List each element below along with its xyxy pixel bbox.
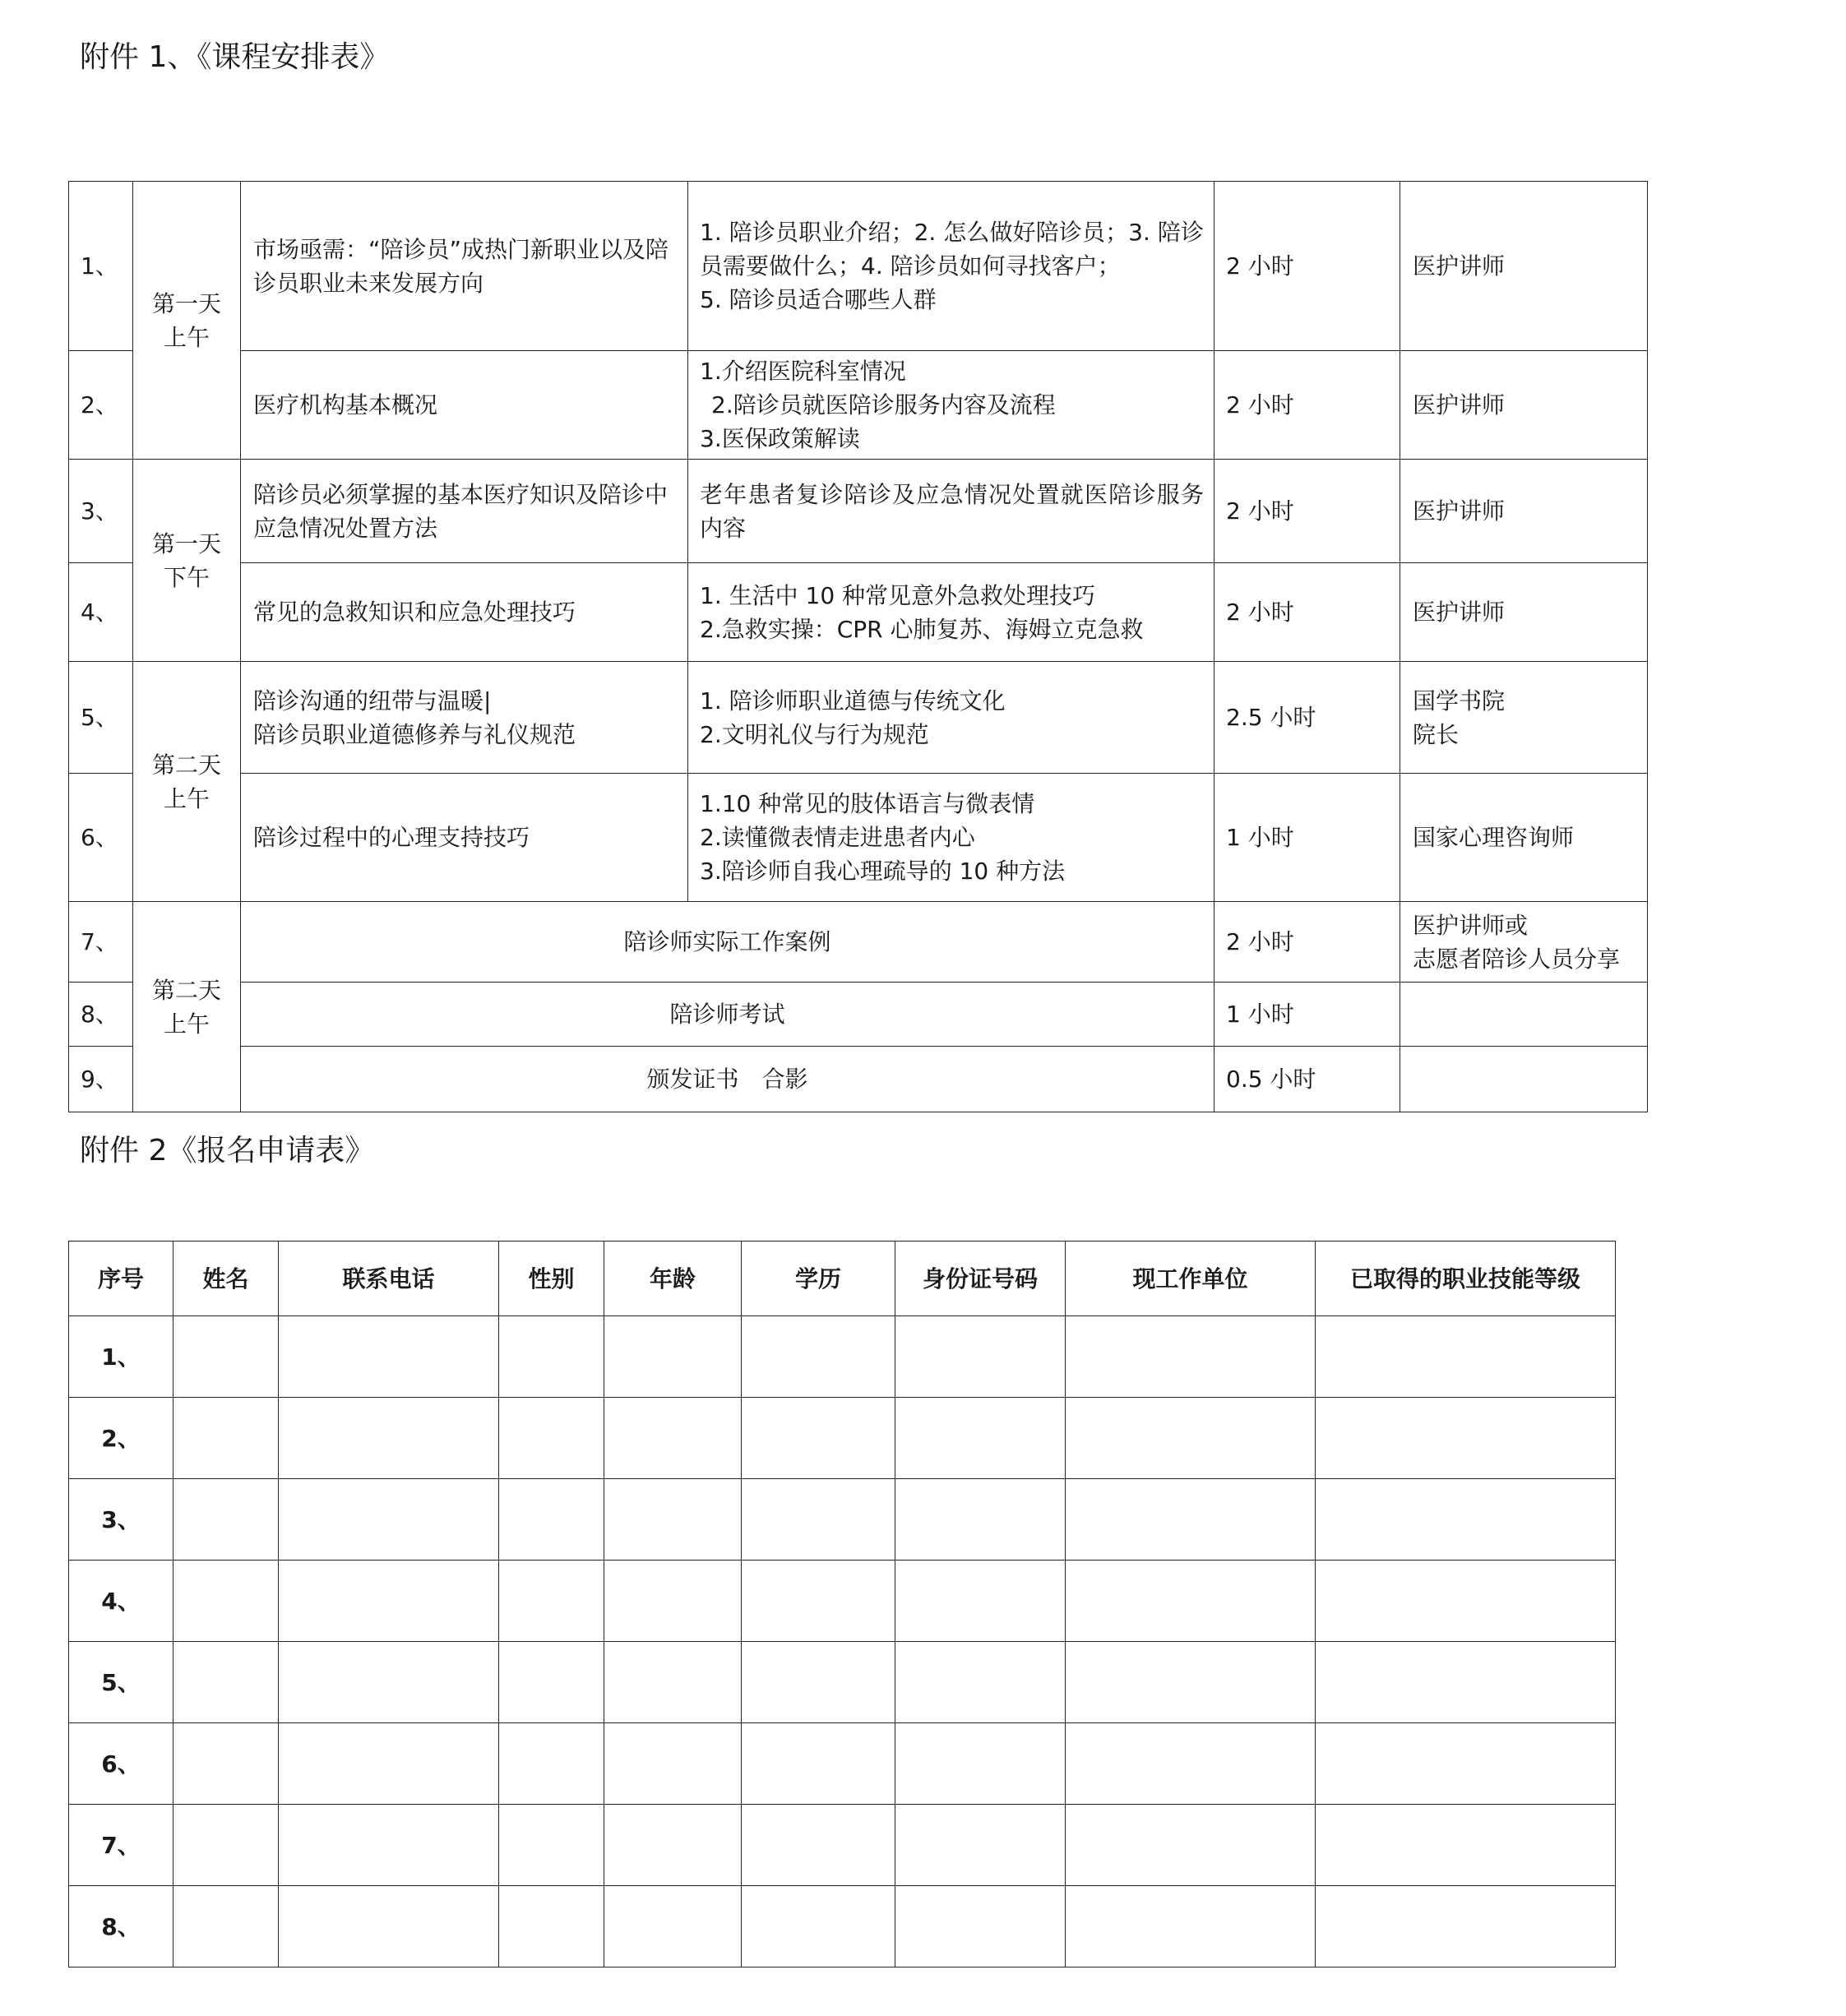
- session-period: 下午: [163, 563, 210, 591]
- lecturer-line: 医护讲师或: [1413, 911, 1529, 939]
- row-number: 2、: [69, 1398, 173, 1479]
- lecturer-cell: [1400, 902, 1648, 983]
- lecturer-cell: [1400, 563, 1648, 662]
- lecturer-line: 医护讲师: [1413, 252, 1506, 280]
- table-row: [69, 1886, 1616, 1967]
- row-number: 5、: [69, 1642, 173, 1723]
- duration-cell: 2 小时: [1214, 902, 1400, 983]
- schedule-row: [69, 182, 1648, 351]
- row-number: 2、: [69, 351, 133, 460]
- content-cell: [688, 662, 1214, 774]
- lecturer-line: 国学书院: [1413, 687, 1506, 714]
- content-cell: [688, 182, 1214, 351]
- empty-cell: [604, 1479, 742, 1561]
- row-number: 6、: [69, 1723, 173, 1805]
- empty-cell: [499, 1479, 604, 1561]
- session-period: 上午: [163, 323, 210, 351]
- content-line: 3.陪诊师自我心理疏导的 10 种方法: [700, 858, 1066, 885]
- empty-cell: [279, 1805, 499, 1886]
- row-number: 1、: [69, 182, 133, 351]
- empty-cell: [604, 1723, 742, 1805]
- lecturer-cell: [1400, 774, 1648, 902]
- column-header-id-number: 身份证号码: [895, 1242, 1066, 1316]
- row-number: 1、: [69, 1316, 173, 1398]
- session-cell: [133, 902, 241, 1112]
- lecturer-line: 医护讲师: [1413, 497, 1506, 525]
- lecturer-line: 志愿者陪诊人员分享: [1413, 945, 1621, 973]
- lecturer-cell: [1400, 460, 1648, 563]
- topic-cell: [241, 351, 688, 460]
- empty-cell: [1316, 1316, 1616, 1398]
- empty-cell: [1066, 1723, 1316, 1805]
- empty-cell: [1316, 1805, 1616, 1886]
- row-number: 3、: [69, 460, 133, 563]
- session-cell: [133, 182, 241, 460]
- empty-cell: [173, 1723, 279, 1805]
- content-line: 2.陪诊员就医陪诊服务内容及流程: [711, 391, 1056, 418]
- lecturer-line: 医护讲师: [1413, 599, 1506, 626]
- empty-cell: [1316, 1561, 1616, 1642]
- content-line: 2.读懂微表情走进患者内心: [700, 824, 975, 851]
- duration-cell: 1 小时: [1214, 774, 1400, 902]
- empty-cell: [1066, 1642, 1316, 1723]
- empty-cell: [895, 1723, 1066, 1805]
- empty-cell: [895, 1479, 1066, 1561]
- empty-cell: [895, 1561, 1066, 1642]
- schedule-row: [69, 563, 1648, 662]
- empty-cell: [279, 1642, 499, 1723]
- duration-cell: 1 小时: [1214, 983, 1400, 1047]
- content-line: 5. 陪诊员适合哪些人群: [700, 286, 937, 313]
- empty-cell: [742, 1886, 895, 1967]
- empty-cell: [279, 1398, 499, 1479]
- empty-cell: [499, 1561, 604, 1642]
- empty-cell: [499, 1316, 604, 1398]
- empty-cell: [604, 1886, 742, 1967]
- column-header-phone: 联系电话: [279, 1242, 499, 1316]
- topic-line: 陪诊员职业道德修养与礼仪规范: [253, 720, 576, 748]
- topic-cell: [241, 563, 688, 662]
- empty-cell: [279, 1316, 499, 1398]
- lecturer-cell: [1400, 983, 1648, 1047]
- content-line: 1.介绍医院科室情况: [700, 358, 906, 385]
- empty-cell: [499, 1886, 604, 1967]
- schedule-row: [69, 351, 1648, 460]
- empty-cell: [1066, 1316, 1316, 1398]
- content-cell: [688, 774, 1214, 902]
- empty-cell: [895, 1805, 1066, 1886]
- table-row: [69, 1561, 1616, 1642]
- empty-cell: [499, 1398, 604, 1479]
- content-cell: [688, 563, 1214, 662]
- session-day: 第一天: [151, 529, 221, 557]
- empty-cell: [604, 1398, 742, 1479]
- duration-cell: 2 小时: [1214, 182, 1400, 351]
- registration-title: 附件 2《报名申请表》: [80, 1134, 375, 1168]
- table-row: [69, 1642, 1616, 1723]
- table-row: [69, 1316, 1616, 1398]
- topic-cell: [241, 774, 688, 902]
- session-cell: [133, 460, 241, 662]
- schedule-row: [69, 774, 1648, 902]
- row-number: 7、: [69, 902, 133, 983]
- schedule-row: [69, 1047, 1648, 1112]
- empty-cell: [1066, 1561, 1316, 1642]
- registration-form-table: [68, 1241, 1616, 1967]
- lecturer-cell: [1400, 1047, 1648, 1112]
- activity-cell: 陪诊师实际工作案例: [241, 902, 1214, 983]
- empty-cell: [173, 1642, 279, 1723]
- session-day: 第一天: [151, 289, 221, 317]
- column-header-age: 年龄: [604, 1242, 742, 1316]
- empty-cell: [173, 1886, 279, 1967]
- empty-cell: [1066, 1886, 1316, 1967]
- row-number: 8、: [69, 983, 133, 1047]
- course-schedule-table: [68, 181, 1648, 1112]
- lecturer-cell: [1400, 662, 1648, 774]
- empty-cell: [173, 1805, 279, 1886]
- duration-cell: 2 小时: [1214, 563, 1400, 662]
- empty-cell: [1316, 1723, 1616, 1805]
- topic-cell: [241, 182, 688, 351]
- table-row: [69, 1479, 1616, 1561]
- schedule-row: [69, 662, 1648, 774]
- lecturer-line: 国家心理咨询师: [1413, 824, 1575, 851]
- content-line: 老年患者复诊陪诊及应急情况处置就医陪诊服务内容: [700, 480, 1204, 542]
- content-line: 1. 生活中 10 种常见意外急救处理技巧: [700, 581, 1096, 609]
- column-header-seq: 序号: [69, 1242, 173, 1316]
- session-day: 第二天: [151, 976, 221, 1004]
- session-period: 上午: [163, 1010, 210, 1038]
- row-number: 6、: [69, 774, 133, 902]
- empty-cell: [1316, 1642, 1616, 1723]
- empty-cell: [173, 1316, 279, 1398]
- table-row: [69, 1723, 1616, 1805]
- duration-cell: 0.5 小时: [1214, 1047, 1400, 1112]
- row-number: 5、: [69, 662, 133, 774]
- schedule-row: [69, 902, 1648, 983]
- empty-cell: [173, 1479, 279, 1561]
- activity-cell: 颁发证书 合影: [241, 1047, 1214, 1112]
- empty-cell: [895, 1316, 1066, 1398]
- empty-cell: [1066, 1479, 1316, 1561]
- empty-cell: [173, 1561, 279, 1642]
- schedule-title: 附件 1、《课程安排表》: [80, 40, 390, 74]
- empty-cell: [742, 1561, 895, 1642]
- empty-cell: [742, 1398, 895, 1479]
- empty-cell: [742, 1723, 895, 1805]
- lecturer-cell: [1400, 182, 1648, 351]
- empty-cell: [742, 1316, 895, 1398]
- row-number: 7、: [69, 1805, 173, 1886]
- schedule-row: [69, 460, 1648, 563]
- empty-cell: [1316, 1479, 1616, 1561]
- empty-cell: [499, 1805, 604, 1886]
- content-line: 1.10 种常见的肢体语言与微表情: [700, 790, 1035, 817]
- topic-line: 市场亟需：“陪诊员”成热门新职业以及陪诊员职业未来发展方向: [253, 235, 669, 297]
- table-row: [69, 1805, 1616, 1886]
- content-line: 2.急救实操：CPR 心肺复苏、海姆立克急救: [700, 615, 1144, 643]
- column-header-skill-level: 已取得的职业技能等级: [1316, 1242, 1616, 1316]
- header-row: [69, 1242, 1616, 1316]
- empty-cell: [279, 1723, 499, 1805]
- topic-line: 陪诊员必须掌握的基本医疗知识及陪诊中应急情况处置方法: [253, 480, 669, 542]
- topic-cell: [241, 662, 688, 774]
- row-number: 8、: [69, 1886, 173, 1967]
- session-day: 第二天: [151, 751, 221, 779]
- column-header-education: 学历: [742, 1242, 895, 1316]
- column-header-gender: 性别: [499, 1242, 604, 1316]
- topic-line: 医疗机构基本概况: [253, 391, 438, 418]
- empty-cell: [1066, 1805, 1316, 1886]
- content-line: 1. 陪诊员职业介绍；2. 怎么做好陪诊员；3. 陪诊员需要做什么；4. 陪诊员如何寻找客户；: [700, 219, 1204, 280]
- content-line: 2.文明礼仪与行为规范: [700, 720, 929, 748]
- lecturer-cell: [1400, 351, 1648, 460]
- topic-cell: [241, 460, 688, 563]
- empty-cell: [279, 1561, 499, 1642]
- duration-cell: 2.5 小时: [1214, 662, 1400, 774]
- activity-cell: 陪诊师考试: [241, 983, 1214, 1047]
- empty-cell: [173, 1398, 279, 1479]
- content-cell: [688, 351, 1214, 460]
- empty-cell: [742, 1479, 895, 1561]
- lecturer-line: 医护讲师: [1413, 391, 1506, 418]
- empty-cell: [604, 1561, 742, 1642]
- topic-line: 陪诊过程中的心理支持技巧: [253, 824, 530, 851]
- empty-cell: [742, 1642, 895, 1723]
- row-number: 9、: [69, 1047, 133, 1112]
- empty-cell: [604, 1316, 742, 1398]
- empty-cell: [742, 1805, 895, 1886]
- empty-cell: [895, 1886, 1066, 1967]
- topic-line: 陪诊沟通的纽带与温暖|: [253, 687, 492, 714]
- duration-cell: 2 小时: [1214, 460, 1400, 563]
- session-cell: [133, 662, 241, 902]
- session-period: 上午: [163, 784, 210, 812]
- empty-cell: [499, 1723, 604, 1805]
- lecturer-line: 院长: [1413, 720, 1460, 748]
- empty-cell: [279, 1886, 499, 1967]
- column-header-name: 姓名: [173, 1242, 279, 1316]
- row-number: 3、: [69, 1479, 173, 1561]
- row-number: 4、: [69, 1561, 173, 1642]
- empty-cell: [279, 1479, 499, 1561]
- content-line: 3.医保政策解读: [700, 425, 860, 452]
- column-header-employer: 现工作单位: [1066, 1242, 1316, 1316]
- empty-cell: [1066, 1398, 1316, 1479]
- content-line: 1. 陪诊师职业道德与传统文化: [700, 687, 1006, 714]
- topic-line: 常见的急救知识和应急处理技巧: [253, 599, 576, 626]
- empty-cell: [604, 1805, 742, 1886]
- empty-cell: [895, 1398, 1066, 1479]
- empty-cell: [1316, 1398, 1616, 1479]
- empty-cell: [895, 1642, 1066, 1723]
- schedule-row: [69, 983, 1648, 1047]
- empty-cell: [604, 1642, 742, 1723]
- duration-cell: 2 小时: [1214, 351, 1400, 460]
- row-number: 4、: [69, 563, 133, 662]
- empty-cell: [1316, 1886, 1616, 1967]
- content-cell: [688, 460, 1214, 563]
- empty-cell: [499, 1642, 604, 1723]
- table-row: [69, 1398, 1616, 1479]
